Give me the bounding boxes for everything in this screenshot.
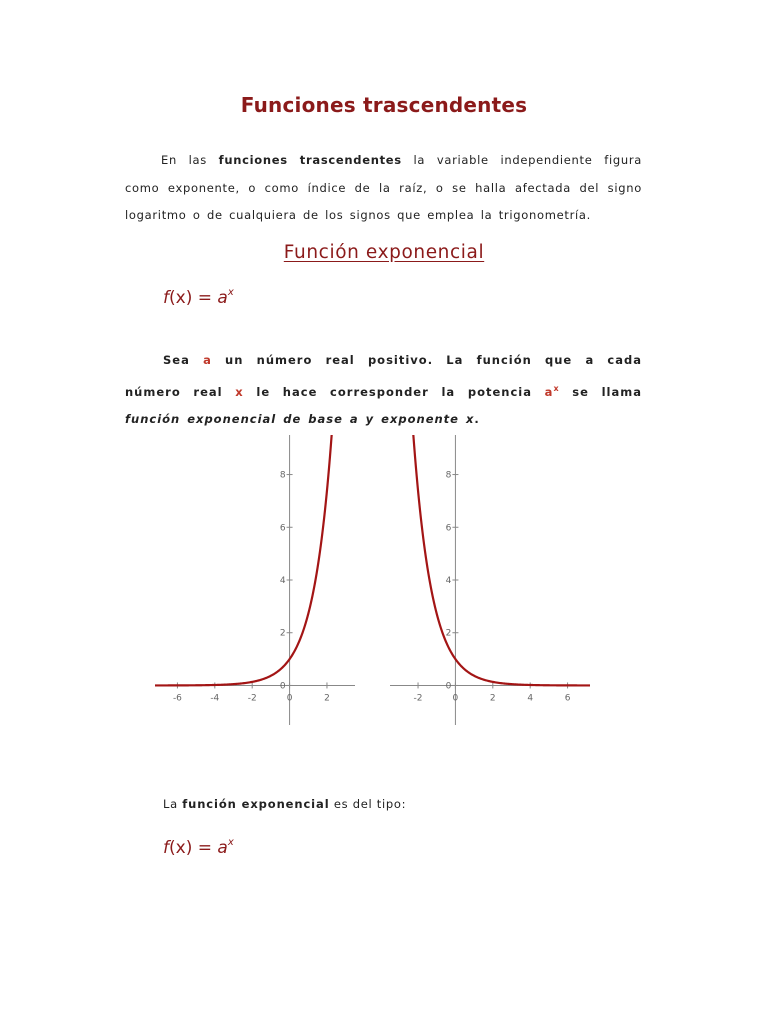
closing-pre: La [163, 797, 178, 811]
page-title: Funciones trascendentes [240, 93, 528, 117]
formula-arg: (x) [169, 288, 193, 308]
def-x: x [235, 384, 244, 399]
formula2-base: a [217, 838, 228, 858]
exp-decay-chart [390, 435, 590, 725]
x-tick-label: 0 [452, 693, 459, 704]
def-t1: Sea [163, 353, 190, 367]
y-tick-label: 2 [279, 628, 286, 639]
intro-bold: funciones trascendentes [218, 153, 402, 167]
intro-pre: En las [161, 153, 207, 167]
y-tick-label: 2 [445, 628, 452, 639]
formula-top [163, 288, 234, 308]
def-pow-base: a [544, 384, 554, 399]
section-title [0, 242, 768, 263]
x-tick-label: -4 [210, 693, 220, 704]
x-tick-label: 0 [286, 693, 293, 704]
formula-base: a [217, 288, 228, 308]
x-tick-label: 2 [324, 693, 330, 704]
formula-eq: = [192, 288, 218, 308]
formula2-eq: = [192, 838, 218, 858]
formula2-lhs: f [163, 838, 169, 858]
formula2-arg: (x) [169, 838, 193, 858]
x-tick-label: -6 [172, 693, 182, 704]
formula-bottom [163, 838, 234, 858]
formula-exp: x [227, 287, 234, 299]
x-tick-label: -2 [247, 693, 257, 704]
x-tick-label: -2 [413, 693, 423, 704]
series-curve [155, 435, 355, 685]
y-tick-label: 0 [445, 681, 452, 692]
x-tick-label: 4 [527, 693, 534, 704]
def-t4: se llama [572, 384, 643, 399]
def-t3: le hace corresponder la potencia [256, 384, 532, 399]
section-title-text: Función exponencial [283, 242, 485, 263]
def-pow-exp: x [553, 383, 560, 393]
closing-paragraph [163, 797, 406, 811]
y-tick-label: 0 [279, 681, 286, 692]
x-tick-label: 2 [489, 693, 496, 704]
intro-post: la variable independiente figura como exponente, o como índice de la raíz, o se halla afectada del signo logaritmo o de cualquiera de los signos que emplea la trigonometría. [125, 153, 643, 222]
y-tick-label: 6 [445, 523, 452, 534]
def-t5: . [474, 411, 480, 426]
y-tick-label: 4 [445, 576, 452, 586]
def-italic: función exponencial de base a y exponente x [125, 411, 475, 426]
y-tick-label: 8 [445, 470, 452, 481]
closing-post: es del tipo: [333, 797, 407, 811]
formula2-exp: x [227, 837, 234, 849]
y-tick-label: 8 [279, 470, 286, 481]
series-curve [390, 435, 590, 685]
def-t2: un número real positivo. La función que a cada número real [125, 353, 642, 399]
x-tick-label: 6 [564, 693, 571, 704]
y-tick-label: 4 [279, 576, 286, 586]
closing-bold: función exponencial [182, 797, 330, 811]
intro-paragraph [125, 147, 642, 230]
def-a: a [203, 353, 212, 367]
y-tick-label: 6 [279, 523, 286, 534]
exp-growth-chart [155, 435, 355, 725]
formula-lhs: f [163, 288, 169, 308]
definition-paragraph [125, 347, 642, 433]
